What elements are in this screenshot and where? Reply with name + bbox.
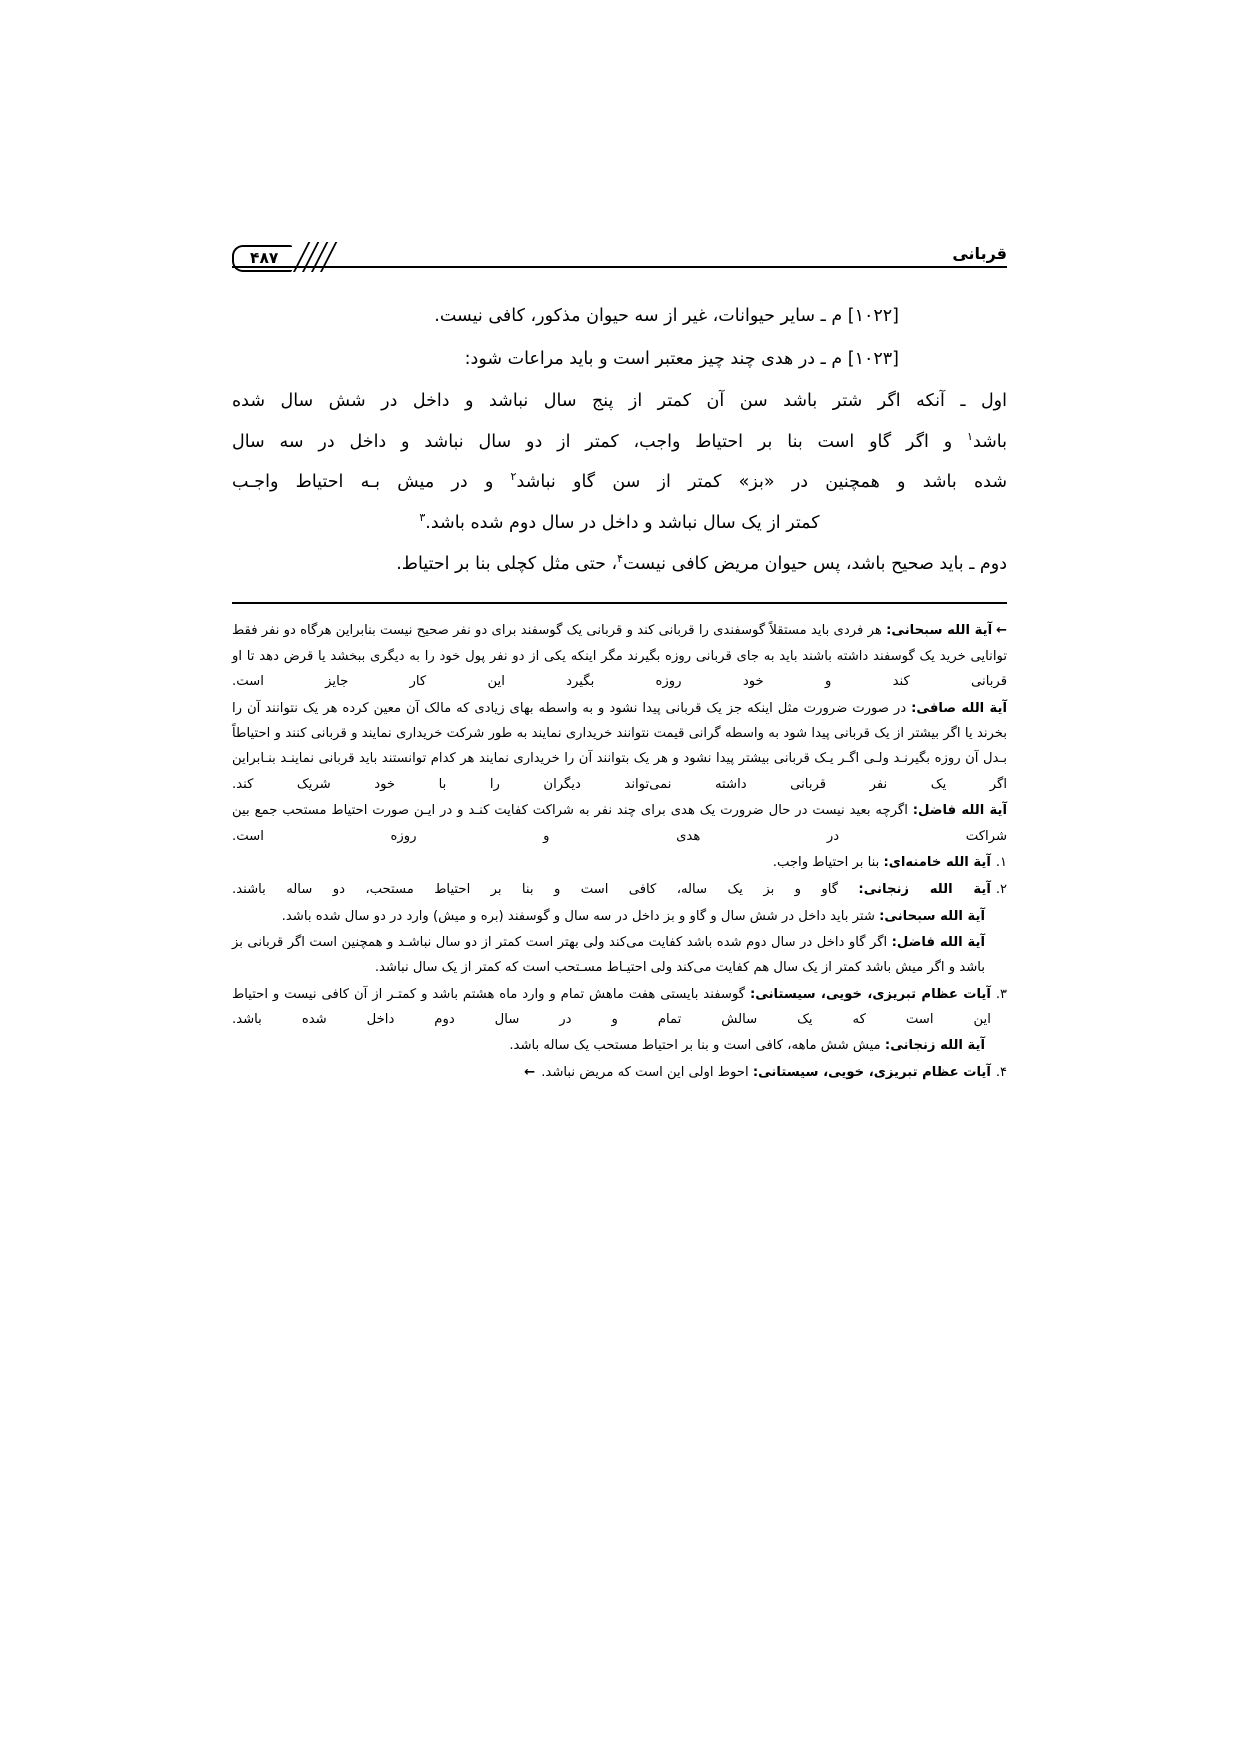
footnote-body <box>232 1060 991 1086</box>
numbered-footnote-3-sub-zanjani <box>232 1033 1007 1058</box>
condition-first-line-3 <box>232 462 1007 503</box>
page-content <box>232 228 1007 1087</box>
footnote-body <box>232 877 991 903</box>
text-after-footnote-4: ، حتی مثل کچلی بنا بر احتیاط. <box>396 553 618 574</box>
footnote-ref-4: ۴ <box>617 551 624 565</box>
numbered-footnote-2-sub-fazel <box>232 930 1007 981</box>
footnote-text: در صورت ضرورت مثل اینکه جز یک قربانی پیدا نشود و به واسطه بهای زیادی که مالک آن معین کرده هر یک نتوانند آن را بخرند یا اگر بیشتر از یک قربانی پیدا شود به واسطه گرانی قیمت نتوانند خریداری نمایند به طور شرکت خریداری نمایند و قربانی کنند و احتیاطاً بـدل آن روزه بگیرنـد ولـی اگـر یـک قربانی بیشتر پیدا نشود و هر یک بتوانند آن را خریداری نمایند هر کدام توانستند باید قربانی نماینـد بنـابراین اگر یک نفر قربانی داشته نمی‌تواند دیگران را با خود شریک کند. <box>232 700 1007 792</box>
text-after-footnote-2: و در میش بـه احتیاط واجـب <box>232 472 511 493</box>
numbered-footnote-3 <box>232 982 1007 1033</box>
condition-first <box>232 381 1007 543</box>
footnote-continued-sobhani <box>232 618 1007 695</box>
continuation-arrow-icon: ← <box>996 623 1007 639</box>
footnote-marker: ۳. <box>995 986 1007 1002</box>
authority-name: آیة الله خامنه‌ای: <box>883 854 991 870</box>
footnote-text: اگر گاو داخل در سال دوم شده باشد کفایت می‌کند ولی بهتر است کمتر از دو سال نباشـد و همچنین است اگر قربانی بز باشد و اگر میش باشد کمتر از یک سال هم کفایت می‌کند ولی احتیـاط مسـتحب است که کمتر از یک سال نباشد. <box>232 935 985 976</box>
condition-second <box>232 544 1007 585</box>
authority-name: آیة الله سبحانی: <box>879 908 985 924</box>
text-after-footnote-1: و اگر گاو است بنا بر احتیاط واجب، کمتر از دو سال نباشد و داخل در سه سال <box>232 431 968 452</box>
text-before-footnote-4: دوم ـ باید صحیح باشد، پس حیوان مریض کافی نیست <box>623 553 1007 574</box>
condition-first-line-1: اول ـ آنکه اگر شتر باشد سن آن کمتر از پنج سال نباشد و داخل در شش سال شده <box>232 391 1007 412</box>
footnote-safi <box>232 696 1007 797</box>
footnote-ref-2: ۲ <box>510 470 517 484</box>
authority-name: آیات عظام تبریزی، خویی، سیستانی: <box>749 986 991 1002</box>
footnote-text: احوط اولی این است که مریض نباشد. <box>541 1064 749 1080</box>
footnote-text: بنا بر احتیاط واجب. <box>772 854 880 870</box>
numbered-footnote-4 <box>232 1060 1007 1086</box>
footnote-separator <box>232 602 1007 604</box>
text-before-footnote-1: باشد <box>972 431 1007 452</box>
footnote-fazel <box>232 798 1007 849</box>
authority-name: آیة الله فاضل: <box>891 935 985 951</box>
masaleh-1023: [۱۰۲۳] م ـ در هدی چند چیز معتبر است و باید مراعات شود: <box>464 348 899 369</box>
authority-name: آیة الله زنجانی: <box>884 1038 985 1054</box>
condition-first-line-4 <box>232 503 1007 544</box>
footnote-text: گاو و بز یک ساله، کافی است و بنا بر احتیاط مستحب، دو ساله باشند. <box>232 881 839 897</box>
footnote-text: میش شش ماهه، کافی است و بنا بر احتیاط مستحب یک ساله باشد. <box>509 1038 881 1054</box>
footnotes-block <box>232 618 1007 1086</box>
numbered-footnote-1 <box>232 850 1007 876</box>
text-before-footnote-3: کمتر از یک سال نباشد و داخل در سال دوم شده باشد. <box>425 512 820 533</box>
footnote-ref-3: ۳ <box>419 511 426 525</box>
running-header <box>232 228 1007 274</box>
footnote-marker: ۲. <box>995 881 1007 897</box>
masaleh-1022: [۱۰۲۲] م ـ سایر حیوانات، غیر از سه حیوان مذکور، کافی نیست. <box>434 306 899 326</box>
authority-name: آیة الله صافی: <box>911 700 1007 716</box>
footnote-body <box>232 982 991 1033</box>
authority-name: آیة الله سبحانی: <box>886 623 993 639</box>
numbered-footnote-2-sub-sobhani <box>232 904 1007 929</box>
footnote-text: گوسفند بایستی هفت ماهش تمام و وارد ماه هشتم باشد و کمتـر از آن کافی نیست و احتیاط این است که یک سالش تمام و در سال دوم داخل شده باشد. <box>232 986 991 1028</box>
text-before-footnote-2: شده باشد و همچنین در «بز» کمتر از سن گاو نباشد <box>516 472 1007 493</box>
footnote-text: شتر باید داخل در شش سال و گاو و بز داخل در سه سال و گوسفند (بره و میش) وارد در دو سال شده باشد. <box>281 908 875 924</box>
footnote-text: اگرچه بعید نیست در حال ضرورت یک هدی برای چند نفر به شراکت کفایت کنـد و در ایـن صورت احتیاط مستحب جمع بین شراکت در هدی و روزه است. <box>232 803 1007 844</box>
footnote-marker: ۴. <box>995 1064 1007 1080</box>
authority-name: آیة الله فاضل: <box>912 803 1007 819</box>
footnote-text: هر فردی باید مستقلاً گوسفندی را قربانی کند و قربانی یک گوسفند برای دو نفر صحیح نیست بنابراین هرگاه دو نفر فقط توانایی خرید یک گوسفند داشته باشند باید به جای قربانی روزه بگیرند مگر اینکه یکی از دو نفر پول خود را به دیگری ببخشد یا قرض دهد تا او قربانی کند و خود روزه بگیرد این کار جایز است. <box>232 623 1007 690</box>
page-number: ۴۸۷ <box>232 245 292 272</box>
footnote-ref-1: ۱ <box>967 429 973 443</box>
chapter-title: قربانی <box>952 244 1007 263</box>
header-rule <box>232 266 1007 268</box>
authority-name: آیة الله زنجانی: <box>858 881 991 897</box>
authority-name: آیات عظام تبریزی، خویی، سیستانی: <box>752 1064 991 1080</box>
footnote-marker: ۱. <box>995 854 1007 870</box>
body-text <box>232 296 1007 584</box>
condition-first-line-2 <box>232 422 1007 463</box>
continuation-arrow-icon: ← <box>524 1064 536 1080</box>
footnote-body <box>232 850 991 876</box>
numbered-footnote-2 <box>232 877 1007 903</box>
